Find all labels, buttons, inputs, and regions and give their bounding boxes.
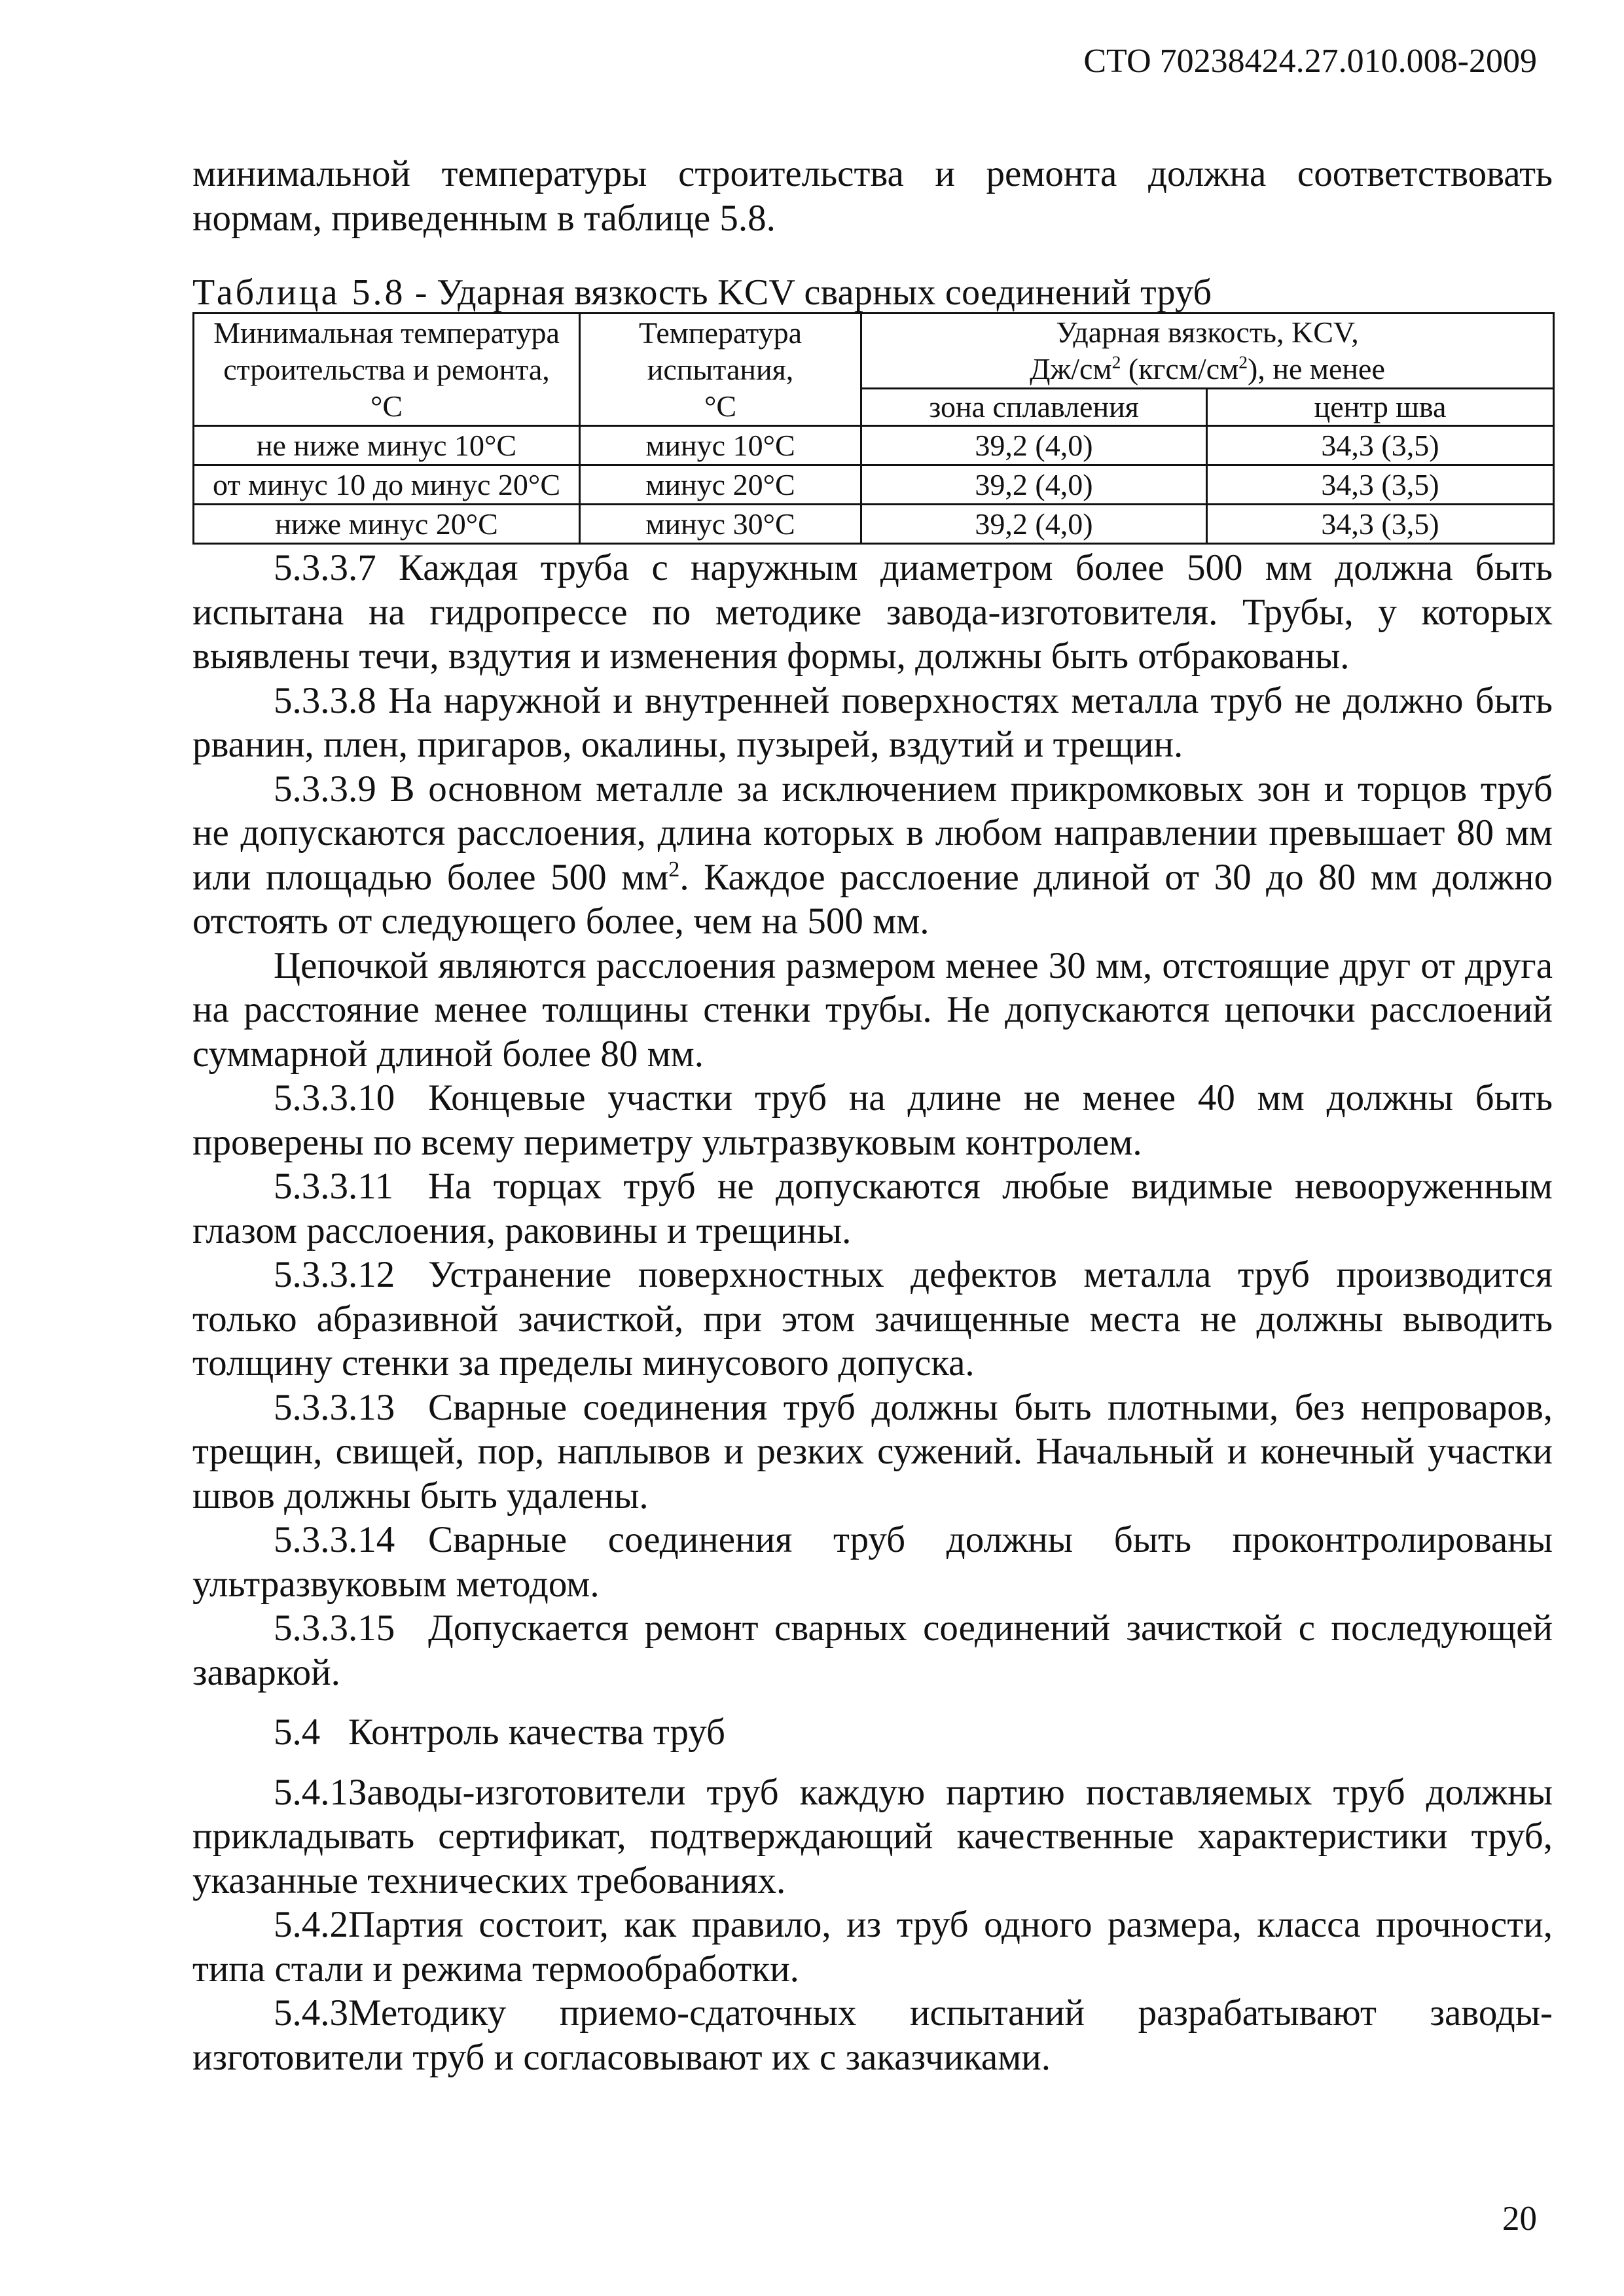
unit-sup2: 2	[1238, 351, 1248, 372]
unit-tail: ), не менее	[1248, 352, 1385, 386]
square-superscript: 2	[668, 857, 680, 882]
cell-fusion: 39,2 (4,0)	[861, 465, 1207, 505]
paragraph-5-3-3-10	[192, 1076, 1553, 1164]
header-impact-line2	[865, 351, 1550, 387]
paragraph-text: Допускается ремонт сварных соединений зачисткой с последующей заваркой.	[192, 1607, 1553, 1693]
document-code: СТО 70238424.27.010.008-2009	[1083, 43, 1537, 80]
table-caption-label: Таблица 5.8	[192, 272, 406, 313]
paragraph-5-4-1: 5.4.1Заводы-изготовители труб каждую партию поставляемых труб должны прикладывать сертификат, подтверждающий качественные характеристики труб, указанные технических требованиях.	[192, 1771, 1553, 1901]
impact-toughness-table	[192, 312, 1555, 545]
paragraph-text: Устранение поверхностных дефектов металла труб производится только абразивной зачисткой, при этом зачищенные места не должны выводить толщину стенки за пределы минусового допуска.	[192, 1254, 1553, 1384]
paragraph-5-3-3-14	[192, 1518, 1553, 1606]
paragraph-number: 5.3.3.14	[274, 1519, 395, 1560]
spacer	[192, 1755, 1553, 1770]
cell-center: 34,3 (3,5)	[1207, 505, 1554, 544]
spacer	[192, 1695, 1553, 1710]
intro-paragraph: минимальной температуры строительства и ремонта должна соответствовать нормам, приведенным в таблице 5.8.	[192, 153, 1553, 239]
paragraph-5-3-3-9	[192, 767, 1553, 944]
paragraph-5-3-3-9-part2: . Каждое расслоение длиной от 30 до 80 мм должно отстоять от следующего более, чем на 500 мм.	[192, 856, 1553, 942]
cell-fusion: 39,2 (4,0)	[861, 426, 1207, 465]
table-row	[194, 426, 1554, 465]
paragraph-number: 5.3.3.12	[274, 1254, 395, 1295]
paragraph-chain: Цепочкой являются расслоения размером менее 30 мм, отстоящие друг от друга на расстояние менее толщины стенки трубы. Не допускаются цепочки расслоений суммарной длиной более 80 мм.	[192, 944, 1553, 1075]
paragraph-5-4-2: 5.4.2Партия состоит, как правило, из труб одного размера, класса прочности, типа стали и режима термообработки.	[192, 1904, 1553, 1990]
cell-fusion: 39,2 (4,0)	[861, 505, 1207, 544]
table-caption-text: - Ударная вязкость KCV сварных соединений труб	[405, 272, 1212, 313]
paragraph-text: Сварные соединения труб должны быть плотными, без непроваров, трещин, свищей, пор, наплывов и резких сужений. Начальный и конечный участки швов должны быть удалены.	[192, 1386, 1553, 1516]
unit-sup1: 2	[1111, 351, 1121, 372]
cell-test-temp: минус 30°С	[580, 505, 861, 544]
cell-center: 34,3 (3,5)	[1207, 426, 1554, 465]
cell-min-temp: ниже минус 20°С	[194, 505, 580, 544]
paragraph-5-3-3-12	[192, 1253, 1553, 1386]
paragraph-5-4-3: 5.4.3Методику приемо-сдаточных испытаний разрабатывают заводы-изготовители труб и согласовывают их с заказчиками.	[192, 1992, 1553, 2078]
cell-test-temp: минус 20°С	[580, 465, 861, 505]
table-caption	[192, 274, 1553, 311]
paragraph-5-3-3-8: 5.3.3.8 На наружной и внутренней поверхностях металла труб не должно быть рванин, плен, пригаров, окалины, пузырей, вздутий и трещин.	[192, 679, 1553, 765]
paragraph-text: На торцах труб не допускаются любые видимые невооруженным глазом расслоения, раковины и трещины.	[192, 1166, 1553, 1251]
paragraph-5-3-3-9-part1: 5.3.3.9 В основном металле за исключением прикромковых зон и торцов труб не допускаются расслоения, длина которых в любом направлении превышает 80 мм или площадью более 500 мм	[192, 768, 1553, 898]
table-row	[194, 505, 1554, 544]
header-fusion-zone: зона сплавления	[861, 389, 1207, 426]
header-min-temp	[194, 314, 580, 426]
cell-min-temp: не ниже минус 10°С	[194, 426, 580, 465]
unit-kgs: (кгсм/см	[1121, 352, 1239, 386]
header-weld-center: центр шва	[1207, 389, 1554, 426]
header-test-temp-line1: Температура	[638, 315, 803, 350]
cell-center: 34,3 (3,5)	[1207, 465, 1554, 505]
header-impact-line1: Ударная вязкость, KCV,	[1056, 315, 1359, 349]
paragraph-5-3-3-11	[192, 1164, 1553, 1253]
paragraph-5-3-3-13	[192, 1386, 1553, 1518]
section-heading-5-4: 5.4 Контроль качества труб	[274, 1712, 725, 1753]
paragraph-text: Концевые участки труб на длине не менее 40 мм должны быть проверены по всему периметру ультразвуковым контролем.	[192, 1077, 1553, 1163]
paragraph-number: 5.3.3.13	[274, 1386, 395, 1428]
header-min-temp-line1: Минимальная температура	[213, 315, 560, 350]
paragraph-5-3-3-15	[192, 1606, 1553, 1695]
paragraph-5-3-3-7: 5.3.3.7 Каждая труба с наружным диаметром более 500 мм должна быть испытана на гидропрессе по методике завода-изготовителя. Трубы, у которых выявлены течи, вздутия и изменения формы, должны быть отбракованы.	[192, 547, 1553, 677]
header-min-temp-line2: строительства и ремонта,	[223, 352, 550, 386]
paragraph-number: 5.3.3.15	[274, 1607, 395, 1649]
cell-min-temp: от минус 10 до минус 20°С	[194, 465, 580, 505]
page-number: 20	[1502, 2200, 1537, 2238]
header-impact-toughness	[861, 314, 1554, 389]
paragraph-number: 5.3.3.10	[274, 1077, 395, 1119]
page-body	[192, 152, 1553, 2079]
table-row	[194, 465, 1554, 505]
header-test-temp-line2: испытания,	[647, 352, 794, 386]
cell-test-temp: минус 10°С	[580, 426, 861, 465]
header-test-temp-line3: °С	[704, 389, 737, 423]
unit-joule: Дж/см	[1030, 352, 1112, 386]
paragraph-number: 5.3.3.11	[274, 1166, 394, 1207]
header-test-temp	[580, 314, 861, 426]
header-min-temp-line3: °С	[370, 389, 403, 423]
paragraph-text: Сварные соединения труб должны быть проконтролированы ультразвуковым методом.	[192, 1519, 1553, 1605]
